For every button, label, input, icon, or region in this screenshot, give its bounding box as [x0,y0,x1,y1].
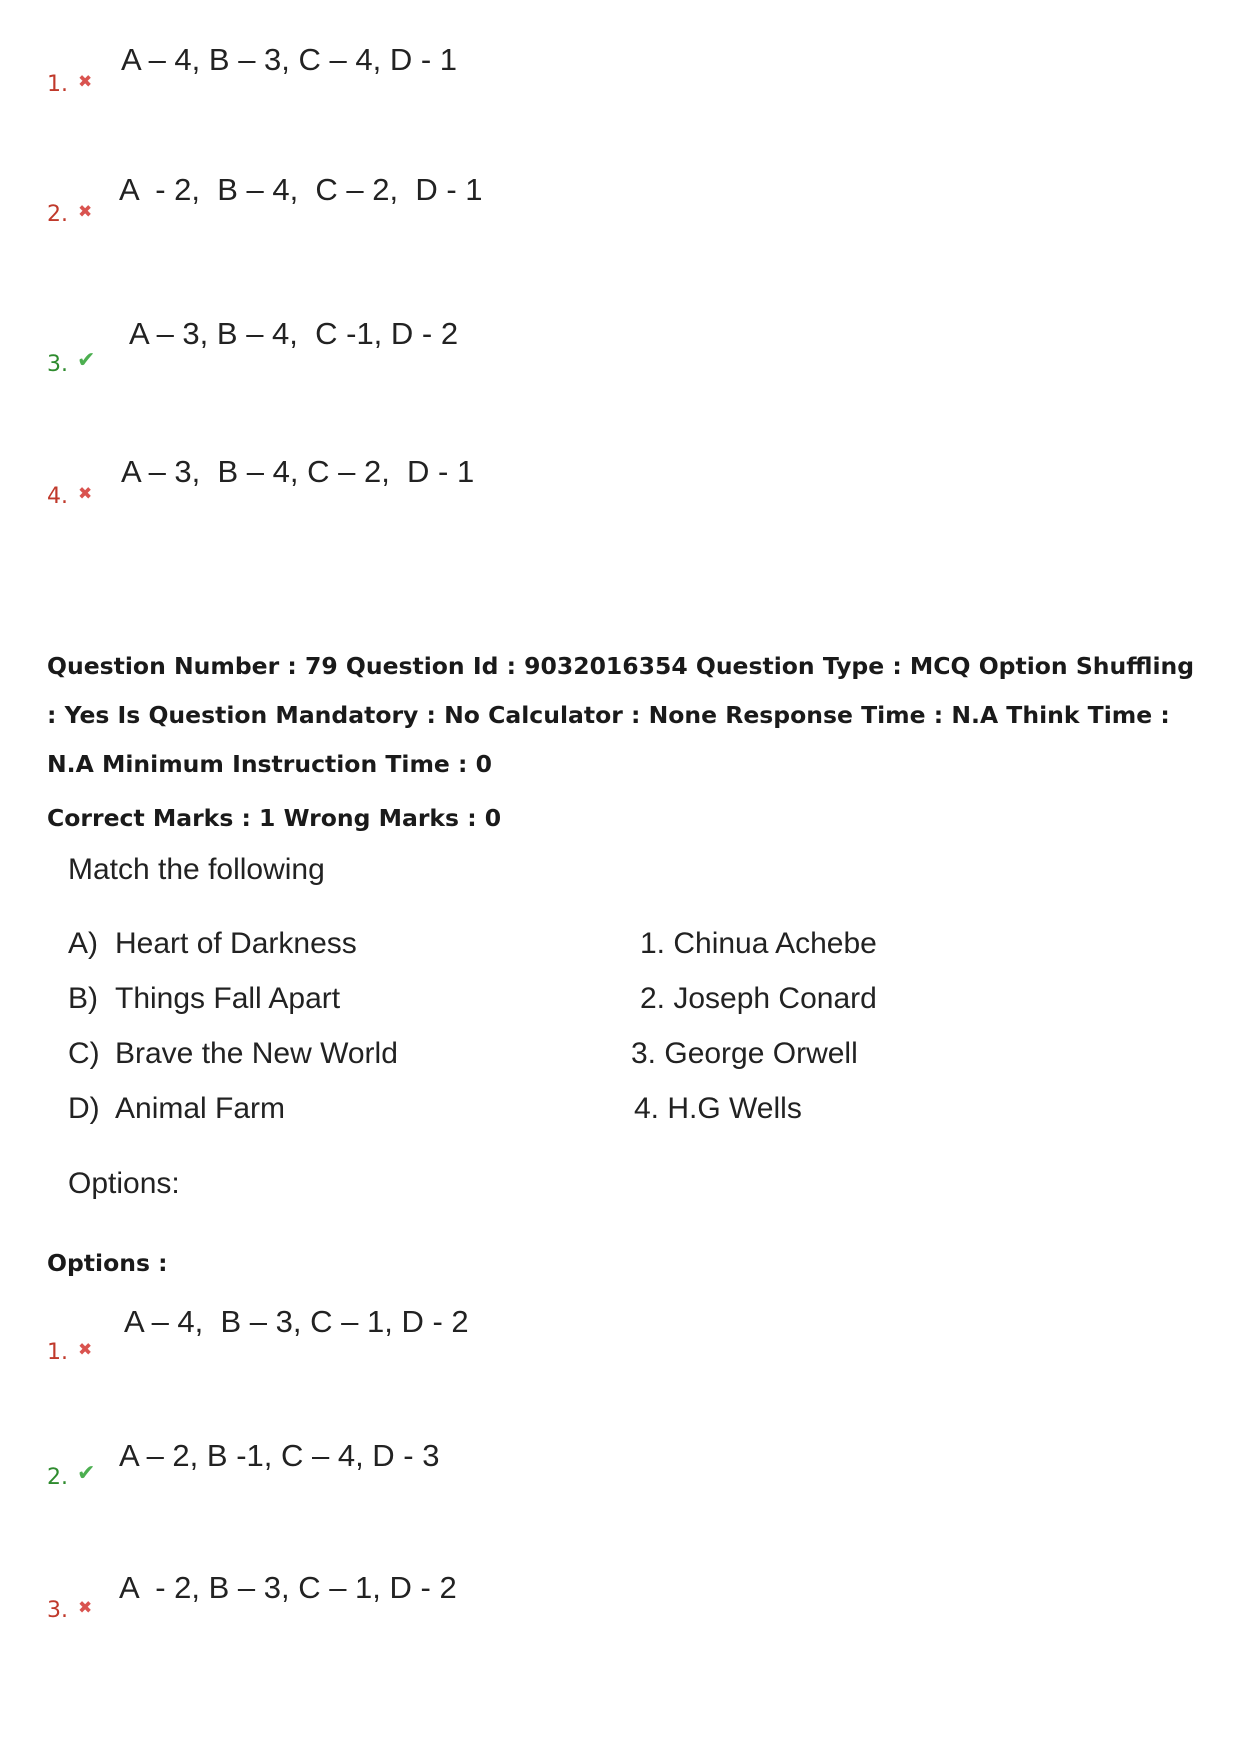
option-number: 3. [47,352,68,377]
option-text: A – 2, B -1, C – 4, D - 3 [119,1438,440,1473]
option-1 [47,1300,1197,1370]
right-item-3: 3. George Orwell [631,1037,858,1070]
cross-icon: ✖ [78,1340,93,1360]
cross-icon: ✖ [78,202,93,222]
prev-option-3 [47,310,1197,380]
right-item-1: 1. Chinua Achebe [640,927,877,960]
option-text: A – 3, B – 4, C -1, D - 2 [129,316,459,351]
left-item-label: D) [68,1092,100,1125]
option-number: 2. [47,202,68,227]
right-item-2: 2. Joseph Conard [640,982,877,1015]
prev-option-1 [47,40,1197,110]
option-number: 3. [47,1598,68,1623]
option-text: A – 4, B – 3, C – 1, D - 2 [124,1304,469,1339]
check-icon: ✔ [77,348,96,373]
left-item-text: Things Fall Apart [115,982,341,1015]
right-item-4: 4. H.G Wells [634,1092,802,1125]
check-icon: ✔ [77,1461,96,1486]
option-text: A – 4, B – 3, C – 4, D - 1 [121,42,458,77]
left-item-label: B) [68,982,98,1015]
inner-options-label: Options: [68,1167,180,1200]
cross-icon: ✖ [78,72,93,92]
left-item-label: C) [68,1037,100,1070]
option-number: 1. [47,1340,68,1365]
option-text: A - 2, B – 4, C – 2, D - 1 [119,172,483,207]
option-number: 1. [47,72,68,97]
left-item-text: Animal Farm [115,1092,286,1125]
cross-icon: ✖ [78,484,93,504]
marks-info: Correct Marks : 1 Wrong Marks : 0 [47,804,502,832]
option-2 [47,1436,1197,1506]
cross-icon: ✖ [78,1598,93,1618]
left-item-label: A) [68,927,98,960]
option-text: A – 3, B – 4, C – 2, D - 1 [121,454,475,489]
left-item-text: Heart of Darkness [115,927,357,960]
option-number: 4. [47,484,68,509]
question-meta: Question Number : 79 Question Id : 9032016354 Question Type : MCQ Option Shuffling : Yes Is Question Mandatory : No Calculator : None Response Time : N.A Think Time : N.A Minimum Instruction Time : 0 [47,652,1195,778]
option-text: A - 2, B – 3, C – 1, D - 2 [119,1570,457,1605]
option-number: 2. [47,1465,68,1490]
prev-option-2 [47,170,1197,240]
question-prompt: Match the following [68,853,325,886]
left-item-text: Brave the New World [115,1037,398,1070]
options-heading: Options : [47,1249,168,1277]
option-3 [47,1566,1197,1636]
prev-option-4 [47,452,1197,522]
